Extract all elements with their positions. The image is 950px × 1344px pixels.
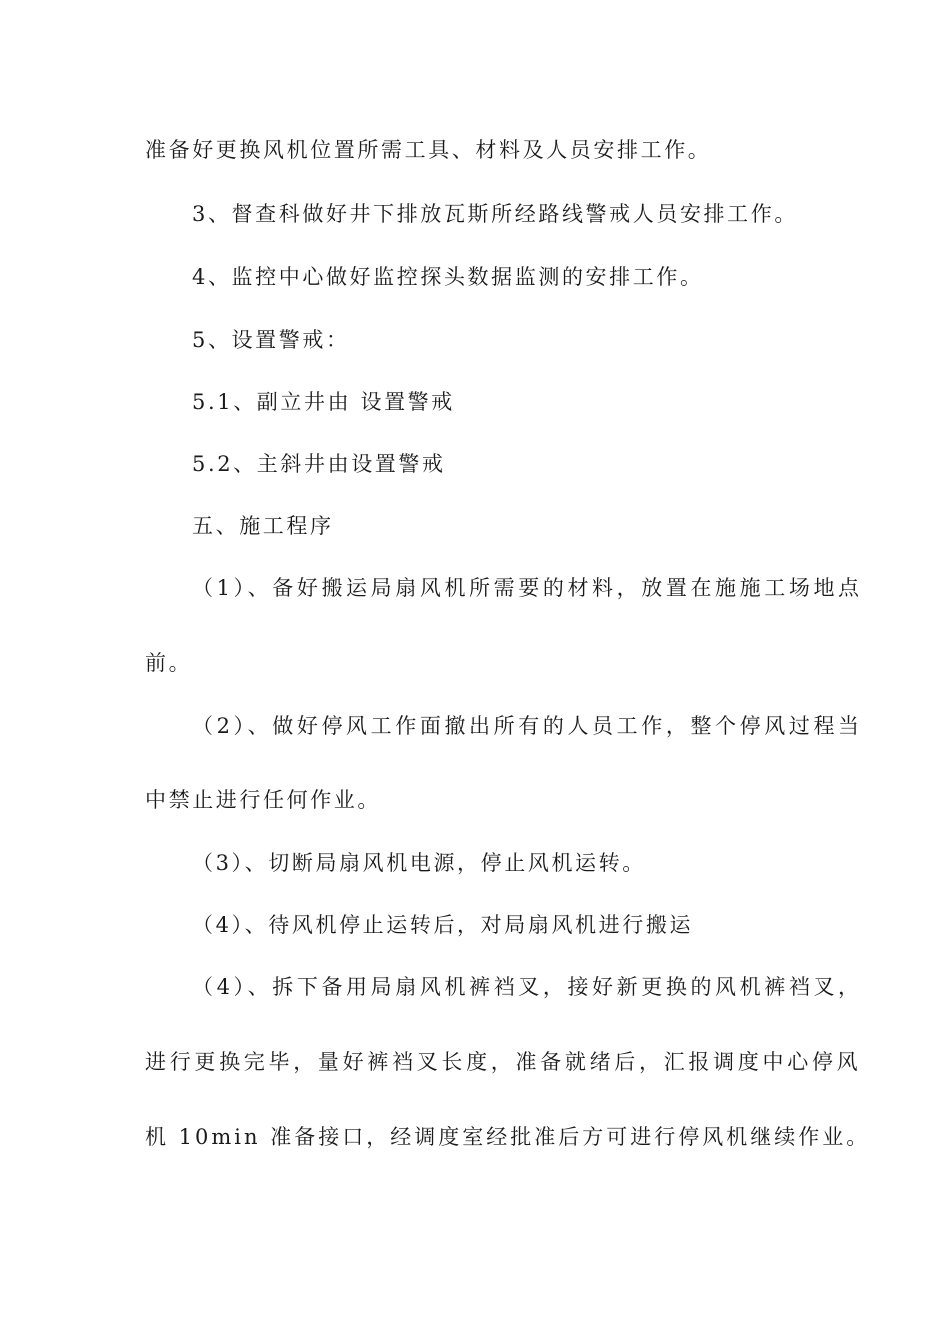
paragraph-line: （2）、做好停风工作面撤出所有的人员工作，整个停风过程当 xyxy=(192,714,863,738)
paragraph-line: 进行更换完毕，量好裤裆叉长度，准备就绪后，汇报调度中心停风 xyxy=(145,1050,862,1074)
paragraph-line: 4、监控中心做好监控探头数据监测的安排工作。 xyxy=(192,265,704,289)
paragraph-line: 中禁止进行任何作业。 xyxy=(145,788,381,812)
paragraph-line: （4）、待风机停止运转后，对局扇风机进行搬运 xyxy=(192,913,694,937)
paragraph-line: （4）、拆下备用局扇风机裤裆叉，接好新更换的风机裤裆叉， xyxy=(192,975,863,999)
paragraph-line: 前。 xyxy=(145,651,193,675)
paragraph-line: 机 10min 准备接口，经调度室经批准后方可进行停风机继续作业。 xyxy=(145,1125,871,1149)
paragraph-line: 3、督查科做好井下排放瓦斯所经路线警戒人员安排工作。 xyxy=(192,202,798,226)
paragraph-line: （3）、切断局扇风机电源，停止风机运转。 xyxy=(192,851,646,875)
section-heading: 五、施工程序 xyxy=(192,514,334,538)
section-heading: 5、设置警戒： xyxy=(192,328,350,352)
paragraph-line: 5.1、副立井由 设置警戒 xyxy=(192,390,455,414)
paragraph-line: （1）、备好搬运局扇风机所需要的材料，放置在施施工场地点 xyxy=(192,576,863,600)
paragraph-line: 5.2、主斜井由设置警戒 xyxy=(192,452,446,476)
paragraph-line: 准备好更换风机位置所需工具、材料及人员安排工作。 xyxy=(145,138,712,162)
